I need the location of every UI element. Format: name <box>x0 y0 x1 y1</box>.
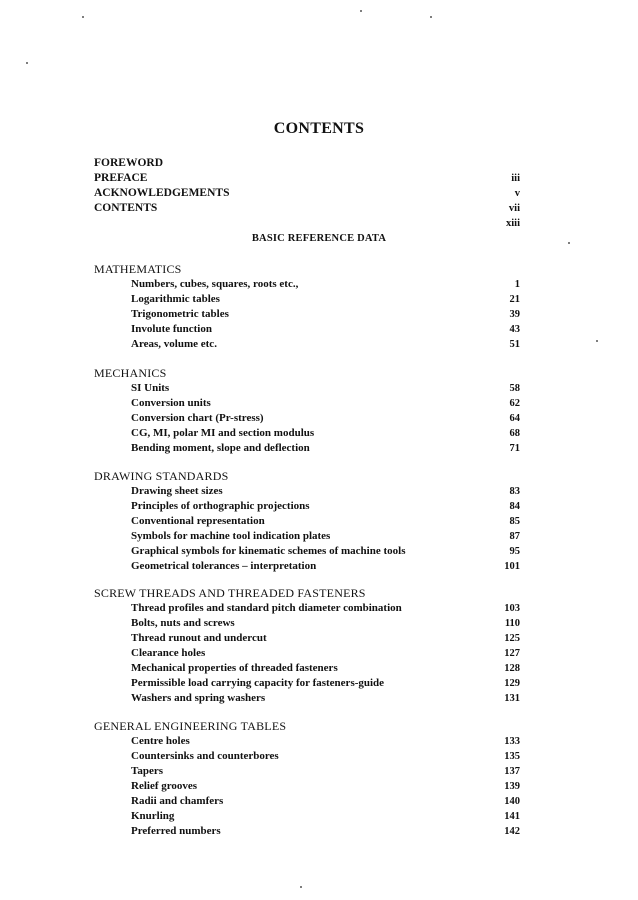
entry-title: Washers and spring washers <box>131 692 266 704</box>
section-heading: GENERAL ENGINEERING TABLES <box>94 719 287 733</box>
front-matter-row <box>94 216 524 231</box>
page-title: CONTENTS <box>273 120 365 137</box>
entry-title: Conversion chart (Pr-stress) <box>131 412 264 424</box>
entry-page: 51 <box>509 339 520 350</box>
front-matter-page: vii <box>508 203 520 214</box>
toc-entry[interactable] <box>94 734 524 749</box>
entry-title: Numbers, cubes, squares, roots etc., <box>131 278 299 290</box>
entry-title: Principles of orthographic projections <box>131 500 310 512</box>
entry-page: 103 <box>504 603 520 614</box>
entry-page: 71 <box>509 443 520 454</box>
section-mathematics <box>94 262 524 352</box>
entry-title: Thread runout and undercut <box>131 632 267 644</box>
toc-entry[interactable] <box>94 529 524 544</box>
entry-page: 139 <box>504 781 520 792</box>
entry-title: Bolts, nuts and screws <box>131 617 235 629</box>
toc-entry[interactable] <box>94 441 524 456</box>
toc-entry[interactable] <box>94 337 524 352</box>
toc-entry[interactable] <box>94 616 524 631</box>
toc-entry[interactable] <box>94 691 524 706</box>
toc-entry[interactable] <box>94 661 524 676</box>
toc-entry[interactable] <box>94 824 524 839</box>
front-matter-page: xiii <box>505 218 520 229</box>
toc-entry[interactable] <box>94 764 524 779</box>
entry-title: Mechanical properties of threaded fasteners <box>131 662 338 674</box>
scan-speck <box>568 242 570 244</box>
part-heading: BASIC REFERENCE DATA <box>251 233 387 244</box>
entry-page: 84 <box>509 501 520 512</box>
scan-speck <box>360 10 362 12</box>
scan-speck <box>300 886 302 888</box>
toc-entry[interactable] <box>94 676 524 691</box>
toc-entry[interactable] <box>94 322 524 337</box>
entry-title: Conventional representation <box>131 515 265 527</box>
section-mechanics <box>94 366 524 456</box>
entry-page: 95 <box>509 546 520 557</box>
entry-page: 129 <box>504 678 520 689</box>
entry-page: 127 <box>504 648 520 659</box>
entry-page: 87 <box>509 531 520 542</box>
entry-title: Relief grooves <box>131 780 198 792</box>
entry-page: 68 <box>509 428 520 439</box>
front-matter-list <box>94 156 524 231</box>
front-matter-page: iii <box>511 173 520 184</box>
toc-entry[interactable] <box>94 426 524 441</box>
section-drawing-standards <box>94 469 524 574</box>
toc-entry[interactable] <box>94 381 524 396</box>
toc-entry[interactable] <box>94 559 524 574</box>
entry-title: Knurling <box>131 810 175 822</box>
front-matter-row <box>94 201 524 216</box>
entry-title: Involute function <box>131 323 212 335</box>
entry-title: Centre holes <box>131 735 190 747</box>
entry-title: Permissible load carrying capacity for fasteners-guide <box>131 677 385 689</box>
section-heading: MATHEMATICS <box>94 262 182 276</box>
entry-page: 135 <box>504 751 520 762</box>
entry-page: 101 <box>504 561 520 572</box>
entry-title: Logarithmic tables <box>131 293 220 305</box>
entry-page: 21 <box>509 294 520 305</box>
toc-entry[interactable] <box>94 631 524 646</box>
entry-title: Thread profiles and standard pitch diameter combination <box>131 602 402 614</box>
front-matter-label: PREFACE <box>94 172 148 184</box>
scan-speck <box>26 62 28 64</box>
toc-entry[interactable] <box>94 499 524 514</box>
entry-page: 125 <box>504 633 520 644</box>
entry-title: Symbols for machine tool indication plates <box>131 530 331 542</box>
entry-page: 64 <box>509 413 520 424</box>
entry-title: Graphical symbols for kinematic schemes of machine tools <box>131 545 406 557</box>
entry-page: 39 <box>509 309 520 320</box>
toc-entry[interactable] <box>94 601 524 616</box>
entry-page: 1 <box>514 279 520 290</box>
entry-page: 43 <box>509 324 520 335</box>
toc-entry[interactable] <box>94 277 524 292</box>
toc-entry[interactable] <box>94 809 524 824</box>
section-heading: SCREW THREADS AND THREADED FASTENERS <box>94 586 366 600</box>
section-general-engineering-tables <box>94 719 524 839</box>
toc-entry[interactable] <box>94 307 524 322</box>
entry-page: 133 <box>504 736 520 747</box>
entry-title: Radii and chamfers <box>131 795 224 807</box>
entry-page: 85 <box>509 516 520 527</box>
entry-title: Tapers <box>131 765 163 777</box>
entry-page: 131 <box>504 693 520 704</box>
front-matter-label: CONTENTS <box>94 202 158 214</box>
entry-title: SI Units <box>131 382 170 394</box>
section-heading: DRAWING STANDARDS <box>94 469 229 483</box>
entry-page: 128 <box>504 663 520 674</box>
toc-entry[interactable] <box>94 779 524 794</box>
front-matter-row <box>94 171 524 186</box>
entry-title: Areas, volume etc. <box>131 338 217 350</box>
toc-entry[interactable] <box>94 544 524 559</box>
toc-entry[interactable] <box>94 794 524 809</box>
entry-page: 83 <box>509 486 520 497</box>
toc-entry[interactable] <box>94 292 524 307</box>
front-matter-label: FOREWORD <box>94 157 163 169</box>
toc-entry[interactable] <box>94 396 524 411</box>
section-screw-threads <box>94 586 524 706</box>
scan-speck <box>430 16 432 18</box>
entry-title: Clearance holes <box>131 647 206 659</box>
entry-title: Bending moment, slope and deflection <box>131 442 310 454</box>
front-matter-row <box>94 156 524 171</box>
entry-page: 137 <box>504 766 520 777</box>
toc-entry[interactable] <box>94 646 524 661</box>
entry-page: 58 <box>509 383 520 394</box>
front-matter-page: v <box>514 188 520 199</box>
front-matter-label: ACKNOWLEDGEMENTS <box>94 187 230 199</box>
entry-page: 142 <box>504 826 520 837</box>
entry-title: Trigonometric tables <box>131 308 229 320</box>
toc-entry[interactable] <box>94 514 524 529</box>
scan-speck <box>596 340 598 342</box>
entry-title: Countersinks and counterbores <box>131 750 279 762</box>
entry-title: CG, MI, polar MI and section modulus <box>131 427 315 439</box>
entry-page: 141 <box>504 811 520 822</box>
entry-page: 110 <box>504 618 520 629</box>
entry-page: 62 <box>509 398 520 409</box>
section-heading: MECHANICS <box>94 366 167 380</box>
entry-title: Geometrical tolerances – interpretation <box>131 560 317 572</box>
scan-speck <box>82 16 84 18</box>
toc-entry[interactable] <box>94 749 524 764</box>
toc-entry[interactable] <box>94 411 524 426</box>
entry-title: Preferred numbers <box>131 825 221 837</box>
toc-entry[interactable] <box>94 484 524 499</box>
front-matter-row <box>94 186 524 201</box>
entry-title: Conversion units <box>131 397 211 409</box>
entry-title: Drawing sheet sizes <box>131 485 223 497</box>
entry-page: 140 <box>504 796 520 807</box>
